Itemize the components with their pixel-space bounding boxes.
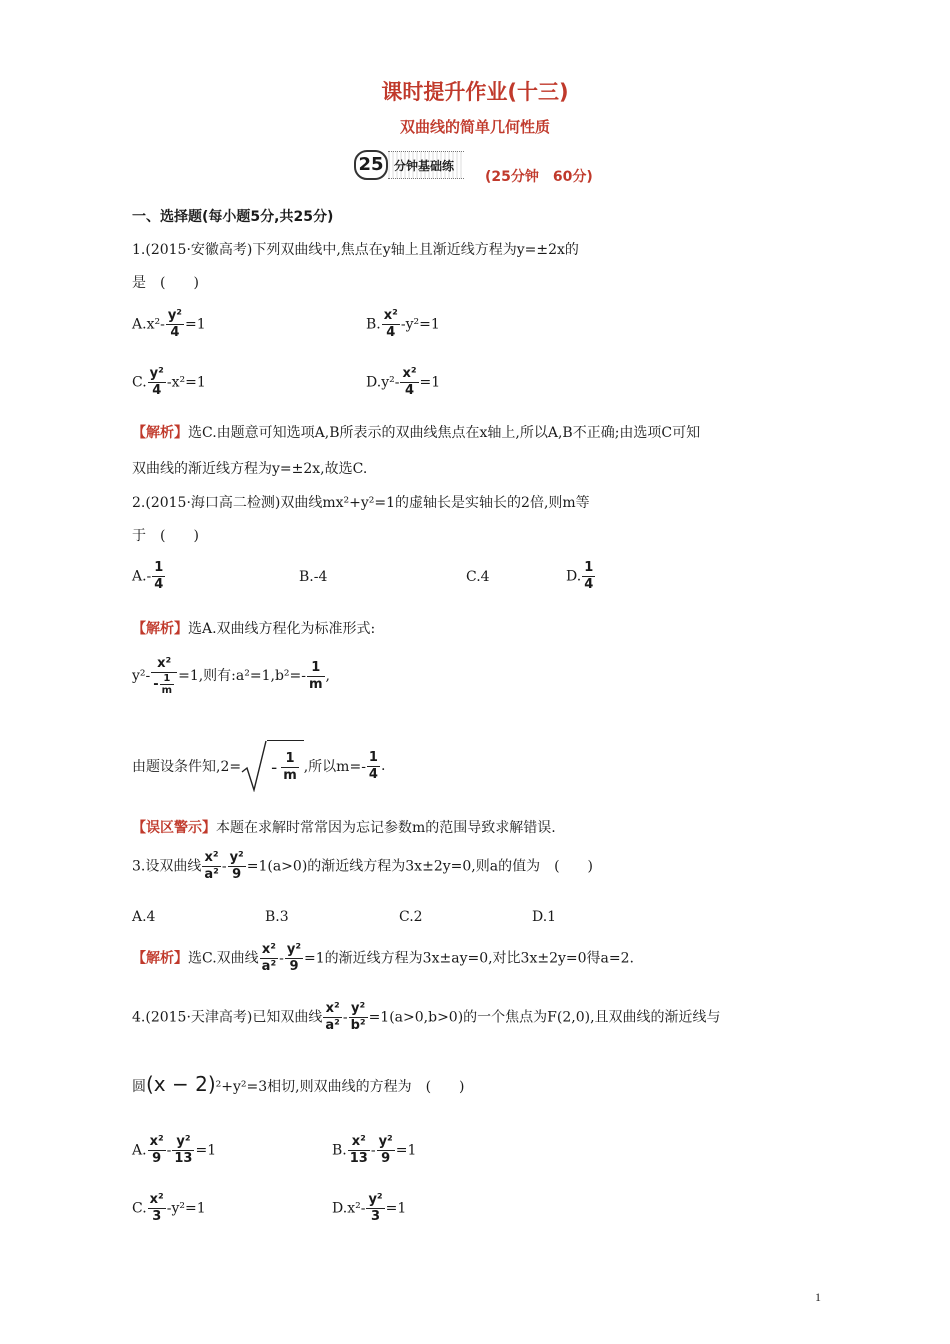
page-subtitle: 双曲线的简单几何性质 bbox=[399, 118, 550, 136]
solution-tag: 【解析】 bbox=[132, 425, 188, 441]
q2-condition: 由题设条件知,2= - $\frac{1}{m}$ ,所以m=- $\frac{1}{4}$ . bbox=[132, 740, 385, 792]
badge-number: 25 bbox=[354, 150, 388, 180]
sqrt-icon bbox=[241, 740, 267, 792]
q4-option-c: C. $\frac{\text{x²}}{3}$ -y²=1 bbox=[132, 1192, 206, 1224]
timer-badge bbox=[354, 150, 464, 180]
q3-option-b: B.3 bbox=[265, 909, 289, 925]
q1-option-c: C. $\frac{\text{y²}}{4}$ -x²=1 bbox=[132, 366, 206, 398]
q4-stem-line1: 4.(2015·天津高考)已知双曲线 $\frac{\text{x²}}{\text{a²}}$ - $\frac{\text{y²}}{\text{b²}}$ =1(a>0,b>0)的一个焦点为F(2,0),且双曲线的渐近线与 bbox=[132, 1001, 721, 1033]
q2-stem-line1: 2.(2015·海口高二检测)双曲线mx²+y²=1的虚轴长是实轴长的2倍,则m等 bbox=[132, 495, 590, 511]
solution-tag: 【解析】 bbox=[132, 621, 188, 637]
q2-option-b: B.-4 bbox=[299, 569, 328, 585]
q3-option-d: D.1 bbox=[532, 909, 557, 925]
q4-option-b: B. $\frac{\text{x²}}{13}$ - $\frac{\text{y²}}{9}$ =1 bbox=[332, 1134, 417, 1166]
time-score: (25分钟 60分) bbox=[485, 169, 593, 185]
sqrt-expression: - $\frac{1}{m}$ bbox=[241, 740, 304, 792]
q1-solution-line1: 【解析】选C.由题意可知选项A,B所表示的双曲线焦点在x轴上,所以A,B不正确;由选项C可知 bbox=[132, 425, 701, 441]
q2-warning: 【误区警示】本题在求解时常常因为忘记参数m的范围导致求解错误. bbox=[132, 820, 556, 836]
q4-option-d: D.x²- $\frac{\text{y²}}{3}$ =1 bbox=[332, 1192, 407, 1224]
q1-option-b: B. $\frac{\text{x²}}{4}$ -y²=1 bbox=[366, 308, 440, 340]
q4-option-a: A. $\frac{\text{x²}}{9}$ - $\frac{\text{y²}}{13}$ =1 bbox=[132, 1134, 217, 1166]
q4-stem-line2: 圆(x − 2)²+y²=3相切,则双曲线的方程为 ( ) bbox=[132, 1072, 465, 1096]
q2-option-c: C.4 bbox=[466, 569, 490, 585]
q2-solution-line1: 【解析】选A.双曲线方程化为标准形式: bbox=[132, 621, 376, 637]
solution-tag: 【解析】 bbox=[132, 950, 188, 967]
q3-stem: 3.设双曲线 $\frac{\text{x²}}{\text{a²}}$ - $\frac{\text{y²}}{9}$ =1(a>0)的渐近线方程为3x±2y=0,则a的值为 ( ) bbox=[132, 850, 593, 882]
q2-stem-line2: 于 ( ) bbox=[132, 528, 199, 544]
page-number: 1 bbox=[815, 1290, 821, 1304]
q1-stem-line1: 1.(2015·安徽高考)下列双曲线中,焦点在y轴上且渐近线方程为y=±2x的 bbox=[132, 242, 579, 258]
q3-option-a: A.4 bbox=[132, 909, 156, 925]
q1-stem-line2: 是 ( ) bbox=[132, 275, 199, 291]
badge-label-box bbox=[388, 151, 464, 179]
page-title: 课时提升作业(十三) bbox=[381, 80, 569, 104]
q2-equation: y²- x² - $\frac{1}{m}$ =1,则有:a²=1,b²=- $\frac{1}{m}$ , bbox=[132, 656, 330, 696]
q1-option-d: D.y²- $\frac{\text{x²}}{4}$ =1 bbox=[366, 366, 441, 398]
q2-option-d: D. $\frac{1}{4}$ bbox=[566, 560, 594, 592]
section-heading: 一、选择题(每小题5分,共25分) bbox=[132, 209, 334, 225]
q1-option-a: A.x²- $\frac{\text{y²}}{4}$ =1 bbox=[132, 308, 206, 340]
q1-solution-line2: 双曲线的渐近线方程为y=±2x,故选C. bbox=[132, 461, 368, 477]
badge-label: 分钟基础练 bbox=[394, 158, 455, 173]
warning-tag: 【误区警示】 bbox=[132, 820, 216, 836]
q2-option-a: A.- $\frac{1}{4}$ bbox=[132, 560, 164, 592]
q3-solution: 【解析】选C.双曲线 $\frac{\text{x²}}{\text{a²}}$ - $\frac{\text{y²}}{9}$ =1的渐近线方程为3x±ay=0,对比3x±2y=0得a=2. bbox=[132, 942, 634, 974]
q3-option-c: C.2 bbox=[399, 909, 423, 925]
